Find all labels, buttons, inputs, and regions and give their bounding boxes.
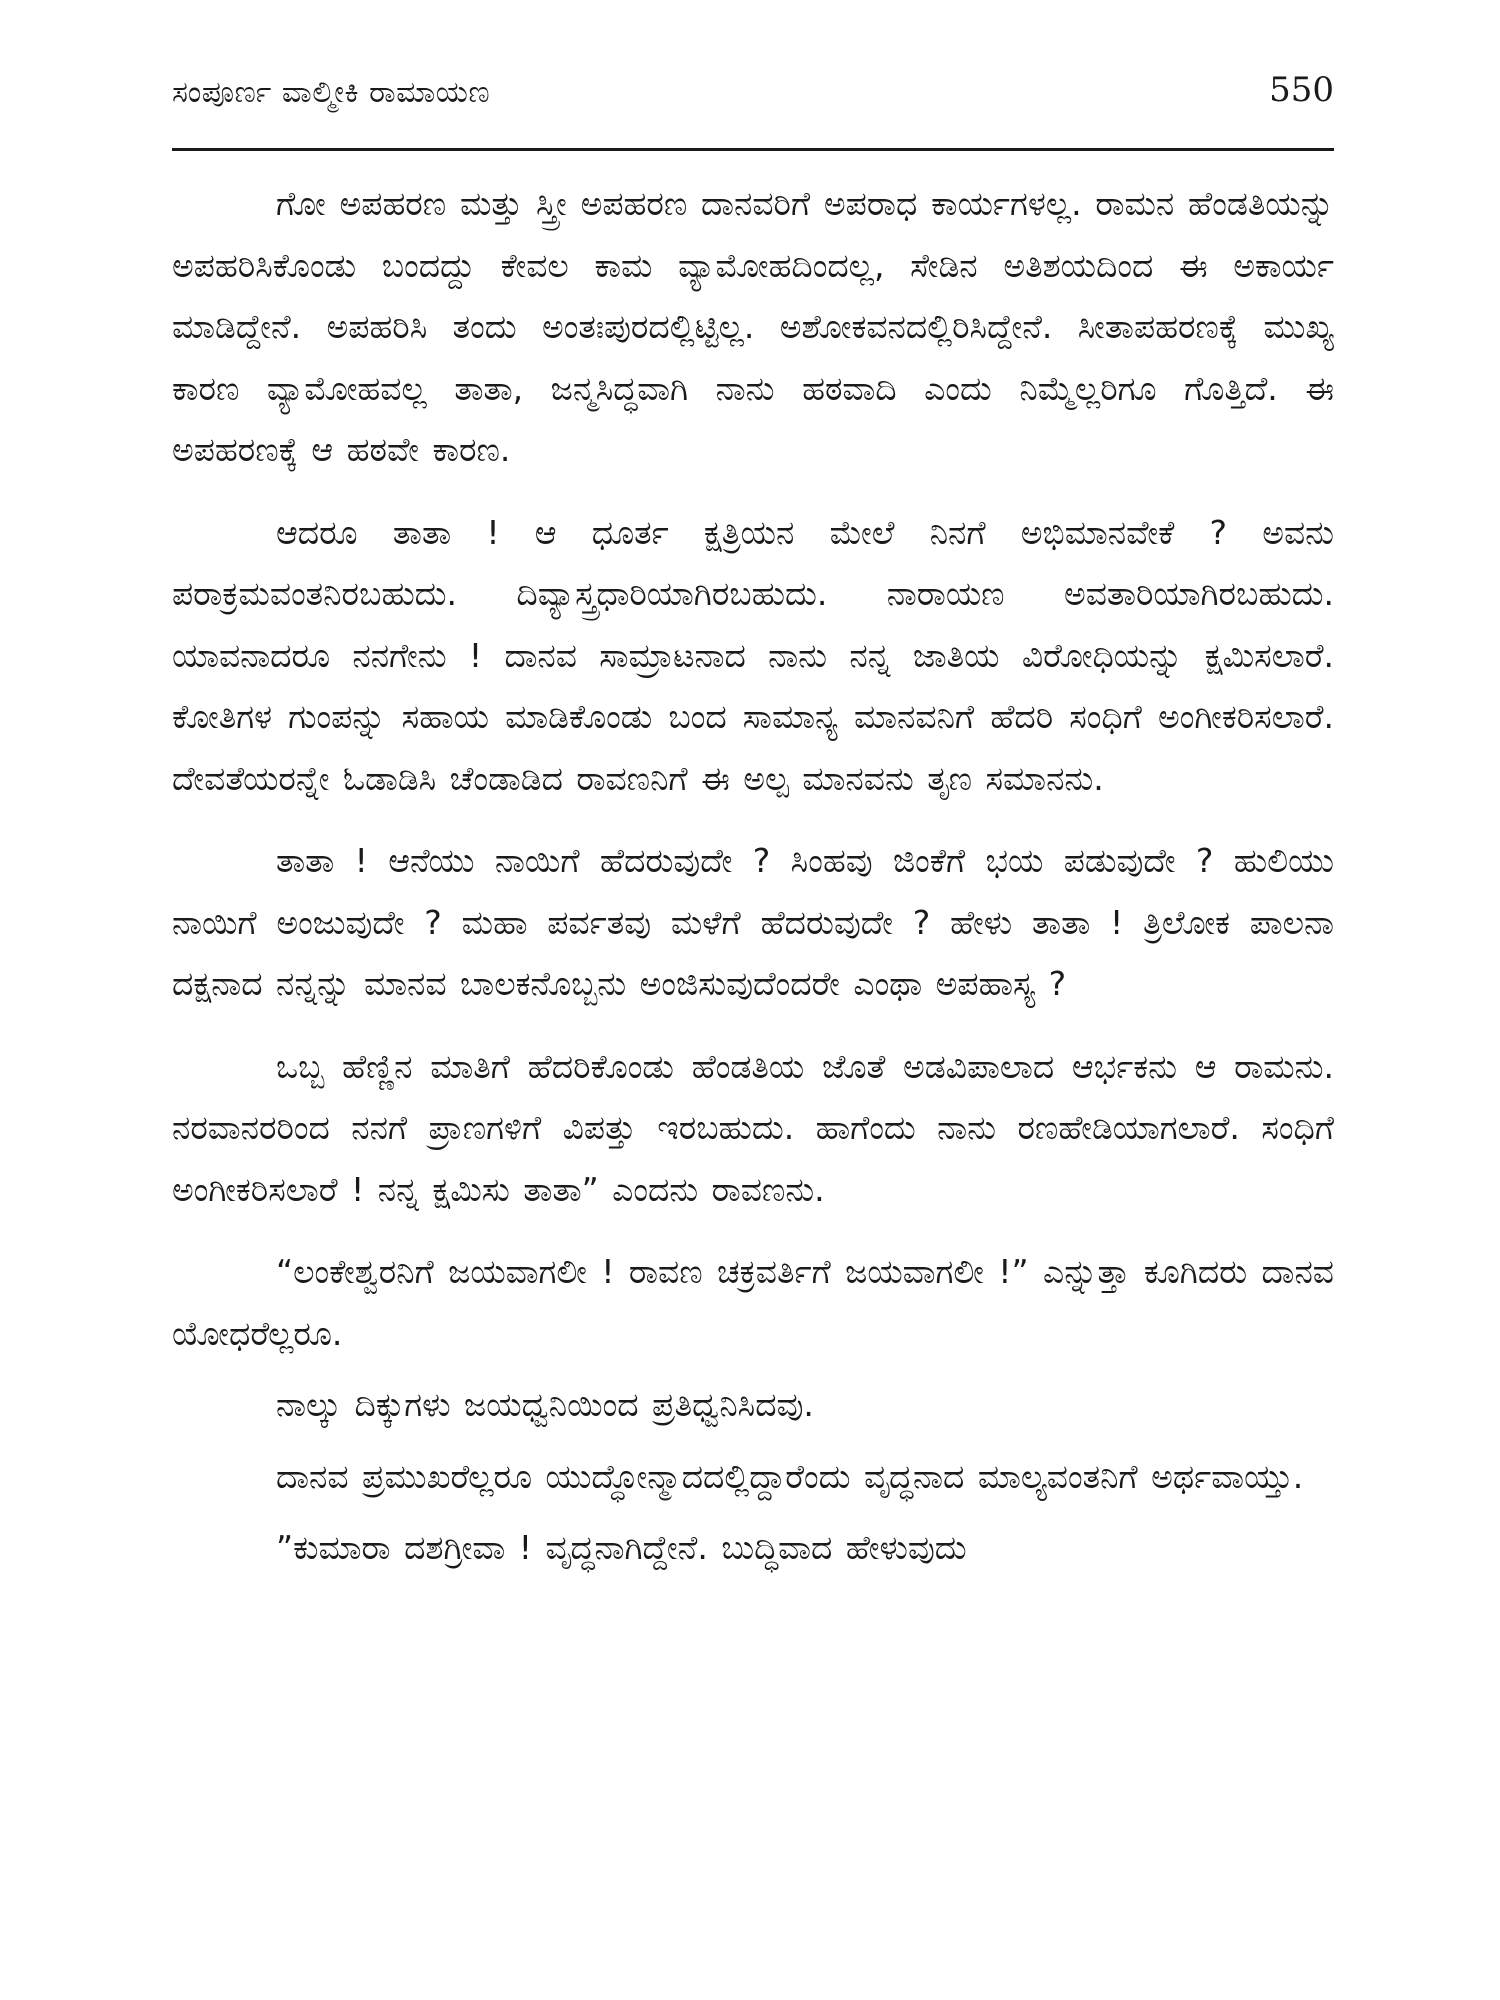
body-text <box>172 173 1334 1579</box>
header-rule <box>172 148 1334 151</box>
paragraph: ನಾಲ್ಕು ದಿಕ್ಕುಗಳು ಜಯಧ್ವನಿಯಿಂದ ಪ್ರತಿಧ್ವನಿಸಿದವು. <box>276 1385 814 1424</box>
paragraph: ಆದರೂ ತಾತಾ ! ಆ ಧೂರ್ತ ಕ್ಷತ್ರಿಯನ ಮೇಲೆ ನಿನಗೆ ಅಭಿಮಾನವೇಕೆ ? ಅವನು ಪರಾಕ್ರಮವಂತನಿರಬಹುದು. ದಿವ್ಯಾಸ್ತ್ರಧಾರಿಯಾಗಿರಬಹುದು. ನಾರಾಯಣ ಅವತಾರಿಯಾಗಿರಬಹುದು. ಯಾವನಾದರೂ ನನಗೇನು ! ದಾನವ ಸಾಮ್ರಾಟನಾದ ನಾನು ನನ್ನ ಜಾತಿಯ ವಿರೋಧಿಯನ್ನು ಕ್ಷಮಿಸಲಾರೆ. ಕೋತಿಗಳ ಗುಂಪನ್ನು ಸಹಾಯ ಮಾಡಿಕೊಂಡು ಬಂದ ಸಾಮಾನ್ಯ ಮಾನವನಿಗೆ ಹೆದರಿ ಸಂಧಿಗೆ ಅಂಗೀಕರಿಸಲಾರೆ. ದೇವತೆಯರನ್ನೇ ಓಡಾಡಿಸಿ ಚೆಂಡಾಡಿದ ರಾವಣನಿಗೆ ಈ ಅಲ್ಪ ಮಾನವನು ತೃಣ ಸಮಾನನು. <box>172 512 1334 798</box>
paragraph: ”ಕುಮಾರಾ ದಶಗ್ರೀವಾ ! ವೃದ್ಧನಾಗಿದ್ದೇನೆ. ಬುದ್ಧಿವಾದ ಹೇಳುವುದು <box>276 1528 967 1567</box>
paragraph: ದಾನವ ಪ್ರಮುಖರೆಲ್ಲರೂ ಯುದ್ಧೋನ್ಮಾದದಲ್ಲಿದ್ದಾರೆಂದು ವೃದ್ಧನಾದ ಮಾಲ್ಯವಂತನಿಗೆ ಅರ್ಥವಾಯ್ತು. <box>276 1456 1304 1496</box>
page-number: 550 <box>1269 70 1334 110</box>
running-head <box>172 40 1334 110</box>
paragraph: ಗೋ ಅಪಹರಣ ಮತ್ತು ಸ್ತ್ರೀ ಅಪಹರಣ ದಾನವರಿಗೆ ಅಪರಾಧ ಕಾರ್ಯಗಳಲ್ಲ. ರಾಮನ ಹೆಂಡತಿಯನ್ನು ಅಪಹರಿಸಿಕೊಂಡು ಬಂದದ್ದು ಕೇವಲ ಕಾಮ ವ್ಯಾಮೋಹದಿಂದಲ್ಲ, ಸೇಡಿನ ಅತಿಶಯದಿಂದ ಈ ಅಕಾರ್ಯ ಮಾಡಿದ್ದೇನೆ. ಅಪಹರಿಸಿ ತಂದು ಅಂತಃಪುರದಲ್ಲಿಟ್ಟಿಲ್ಲ. ಅಶೋಕವನದಲ್ಲಿರಿಸಿದ್ದೇನೆ. ಸೀತಾಪಹರಣಕ್ಕೆ ಮುಖ್ಯ ಕಾರಣ ವ್ಯಾಮೋಹವಲ್ಲ ತಾತಾ, ಜನ್ಮಸಿದ್ಧವಾಗಿ ನಾನು ಹಠವಾದಿ ಎಂದು ನಿಮ್ಮೆಲ್ಲರಿಗೂ ಗೊತ್ತಿದೆ. ಈ ಅಪಹರಣಕ್ಕೆ ಆ ಹಠವೇ ಕಾರಣ. <box>172 184 1334 469</box>
book-page <box>172 40 1334 1970</box>
paragraph: ಒಬ್ಬ ಹೆಣ್ಣಿನ ಮಾತಿಗೆ ಹೆದರಿಕೊಂಡು ಹೆಂಡತಿಯ ಜೊತೆ ಅಡವಿಪಾಲಾದ ಆರ್ಭಕನು ಆ ರಾಮನು. ನರವಾನರರಿಂದ ನನಗೆ ಪ್ರಾಣಗಳಿಗೆ ವಿಪತ್ತು ಇರಬಹುದು. ಹಾಗೆಂದು ನಾನು ರಣಹೇಡಿಯಾಗಲಾರೆ. ಸಂಧಿಗೆ ಅಂಗೀಕರಿಸಲಾರೆ ! ನನ್ನ ಕ್ಷಮಿಸು ತಾತಾ” ಎಂದನು ರಾವಣನು. <box>172 1046 1334 1209</box>
paragraph: “ಲಂಕೇಶ್ವರನಿಗೆ ಜಯವಾಗಲೀ ! ರಾವಣ ಚಕ್ರವರ್ತಿಗೆ ಜಯವಾಗಲೀ !” ಎನ್ನುತ್ತಾ ಕೂಗಿದರು ದಾನವ ಯೋಧರೆಲ್ಲರೂ. <box>172 1252 1334 1353</box>
book-title: ಸಂಪೂರ್ಣ ವಾಲ್ಮೀಕಿ ರಾಮಾಯಣ <box>172 75 491 110</box>
paragraph: ತಾತಾ ! ಆನೆಯು ನಾಯಿಗೆ ಹೆದರುವುದೇ ? ಸಿಂಹವು ಜಿಂಕೆಗೆ ಭಯ ಪಡುವುದೇ ? ಹುಲಿಯು ನಾಯಿಗೆ ಅಂಜುವುದೇ ? ಮಹಾ ಪರ್ವತವು ಮಳೆಗೆ ಹೆದರುವುದೇ ? ಹೇಳು ತಾತಾ ! ತ್ರಿಲೋಕ ಪಾಲನಾ ದಕ್ಷನಾದ ನನ್ನನ್ನು ಮಾನವ ಬಾಲಕನೊಬ್ಬನು ಅಂಜಿಸುವುದೆಂದರೇ ಎಂಥಾ ಅಪಹಾಸ್ಯ ? <box>172 841 1334 1003</box>
